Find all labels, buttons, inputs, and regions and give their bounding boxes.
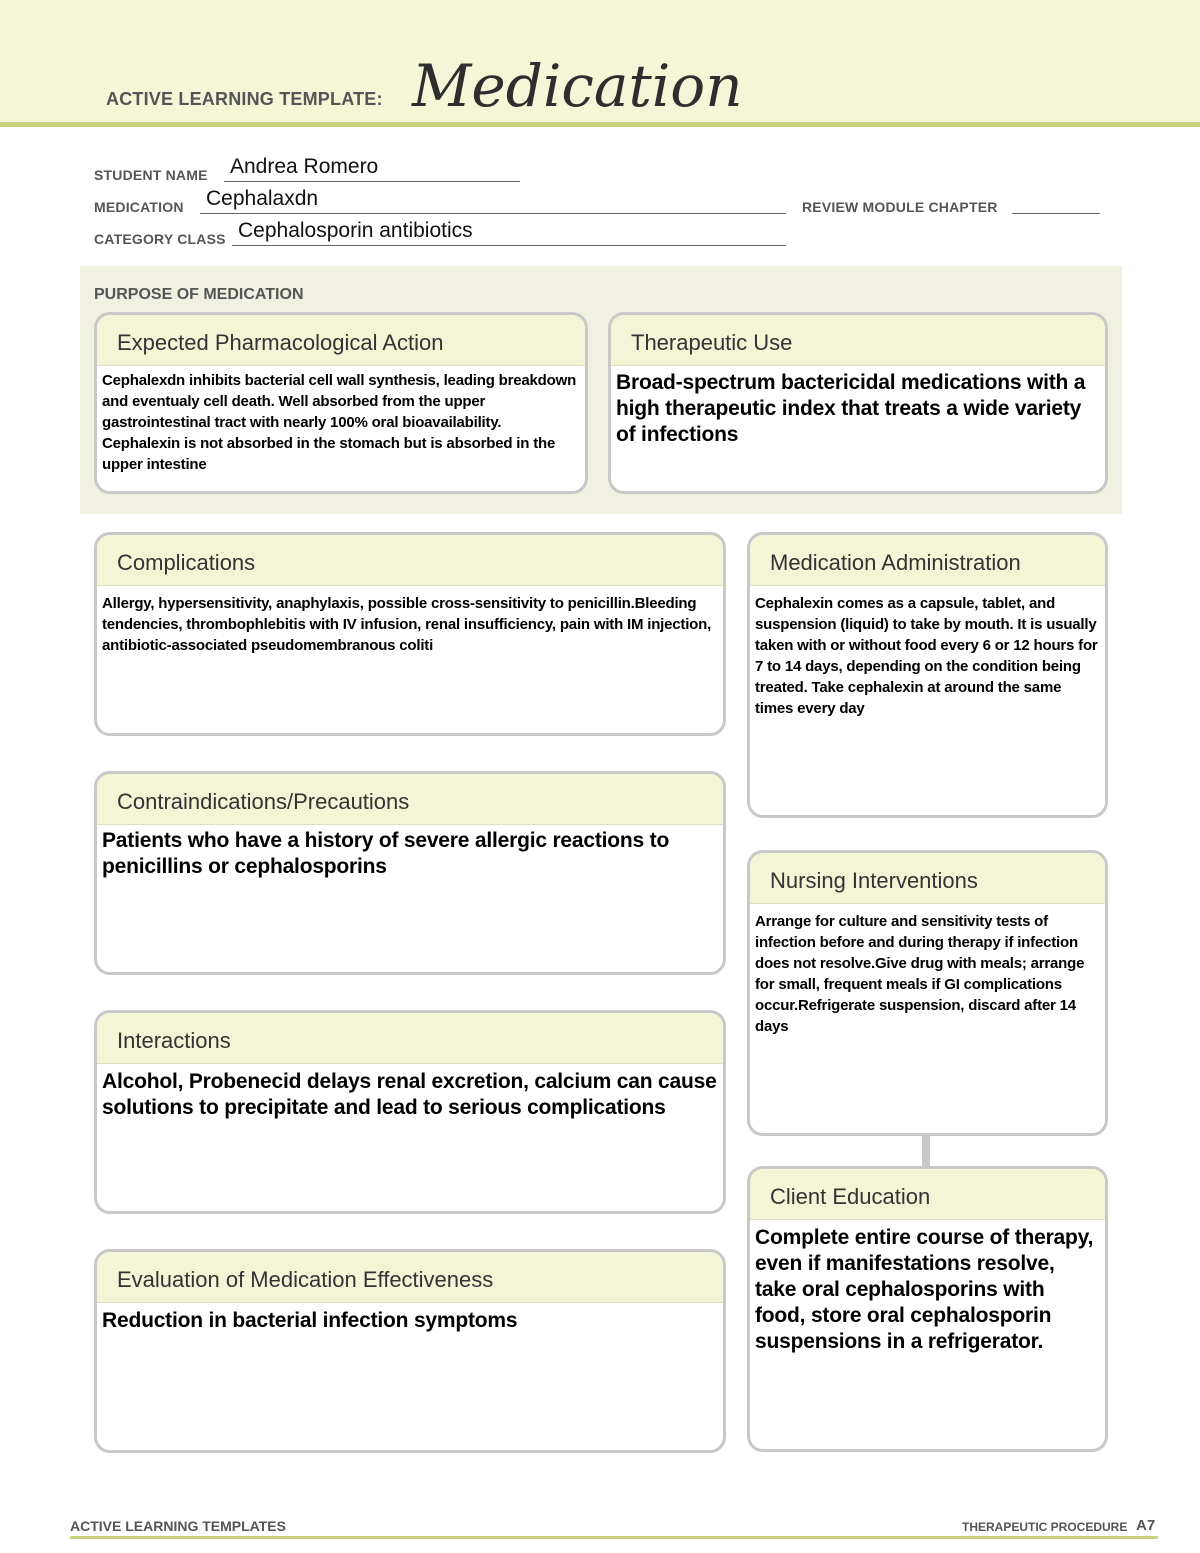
card-header	[97, 1252, 723, 1303]
footer-left: ACTIVE LEARNING TEMPLATES	[70, 1518, 286, 1534]
card-header	[611, 315, 1105, 366]
page-number: A7	[1136, 1517, 1156, 1534]
medication-value: Cephalaxdn	[206, 187, 319, 210]
card-title: Interactions	[117, 1028, 231, 1053]
card-header	[750, 535, 1105, 586]
card-expected-action	[94, 312, 588, 494]
card-contraindications	[94, 771, 726, 975]
category-class-value: Cephalosporin antibiotics	[238, 219, 473, 242]
review-module-label: REVIEW MODULE CHAPTER	[802, 199, 998, 215]
card-title: Expected Pharmacological Action	[117, 330, 444, 355]
card-complications	[94, 532, 726, 736]
card-title: Complications	[117, 550, 256, 575]
student-name-value: Andrea Romero	[230, 155, 379, 178]
card-header	[750, 1169, 1105, 1220]
card-nursing-interventions	[747, 850, 1108, 1136]
card-header	[750, 853, 1105, 904]
card-body: Broad-spectrum bactericidal medications with a high therapeutic index that treats a wide variety of infections	[616, 371, 1086, 446]
card-title: Nursing Interventions	[770, 868, 978, 893]
student-name-label: STUDENT NAME	[94, 167, 208, 183]
card-therapeutic-use	[608, 312, 1108, 494]
card-body: Arrange for culture and sensitivity tests of infection before and during therapy if infection does not resolve.Give drug with meals; arrange for small, frequent meals if GI complications occur.Refrigerate suspension, discard after 14 days	[755, 913, 1085, 1035]
card-header	[97, 774, 723, 825]
card-body: Reduction in bacterial infection symptoms	[102, 1309, 518, 1332]
card-body: Complete entire course of therapy, even if manifestations resolve, take oral cephalosporins with food, store oral cephalosporin suspensions in a refrigerator.	[755, 1226, 1094, 1353]
medication-label: MEDICATION	[94, 199, 184, 215]
card-title: Medication Administration	[770, 550, 1021, 575]
footer-right: THERAPEUTIC PROCEDURE	[962, 1520, 1128, 1534]
category-class-line	[232, 245, 786, 246]
card-title: Evaluation of Medication Effectiveness	[117, 1267, 494, 1292]
card-interactions	[94, 1010, 726, 1214]
purpose-label: PURPOSE OF MEDICATION	[94, 286, 304, 303]
header-rule	[0, 122, 1200, 127]
card-body: Patients who have a history of severe allergic reactions to penicillins or cephalosporins	[102, 829, 670, 878]
review-module-line	[1012, 213, 1100, 214]
medication-line	[200, 213, 786, 214]
card-header	[97, 315, 585, 366]
card-evaluation	[94, 1249, 726, 1453]
card-title: Client Education	[770, 1184, 931, 1209]
card-title: Contraindications/Precautions	[117, 789, 410, 814]
section-connector	[922, 1136, 930, 1166]
template-label: ACTIVE LEARNING TEMPLATE:	[106, 89, 383, 109]
card-header	[97, 1013, 723, 1064]
category-class-label: CATEGORY CLASS	[94, 231, 226, 247]
card-body: Cephalexin comes as a capsule, tablet, and suspension (liquid) to take by mouth. It is usually taken with or without food every 6 or 12 hours for 7 to 14 days, depending on the condition being treated. Take cephalexin at around the same times every day	[755, 595, 1098, 717]
card-body: Alcohol, Probenecid delays renal excretion, calcium can cause solutions to precipitate and lead to serious complications	[102, 1070, 717, 1119]
card-header	[97, 535, 723, 586]
card-body: Cephalexdn inhibits bacterial cell wall synthesis, leading breakdown and eventualy cell death. Well absorbed from the upper gastrointestinal tract with nearly 100% oral bioavailability. Cephalexin is not absorbed in the stomach but is absorbed in the upper intestine	[102, 372, 577, 473]
student-name-line	[224, 181, 520, 182]
card-client-education	[747, 1166, 1108, 1452]
card-body: Allergy, hypersensitivity, anaphylaxis, possible cross-sensitivity to penicillin.Bleeding tendencies, thrombophlebitis with IV infusion, renal insufficiency, pain with IM injection, antibiotic-associated pseudomembranous coliti	[102, 595, 712, 654]
card-title: Therapeutic Use	[631, 330, 793, 355]
card-administration	[747, 532, 1108, 818]
footer-rule	[70, 1536, 1158, 1539]
page-title: Medication	[412, 52, 743, 120]
